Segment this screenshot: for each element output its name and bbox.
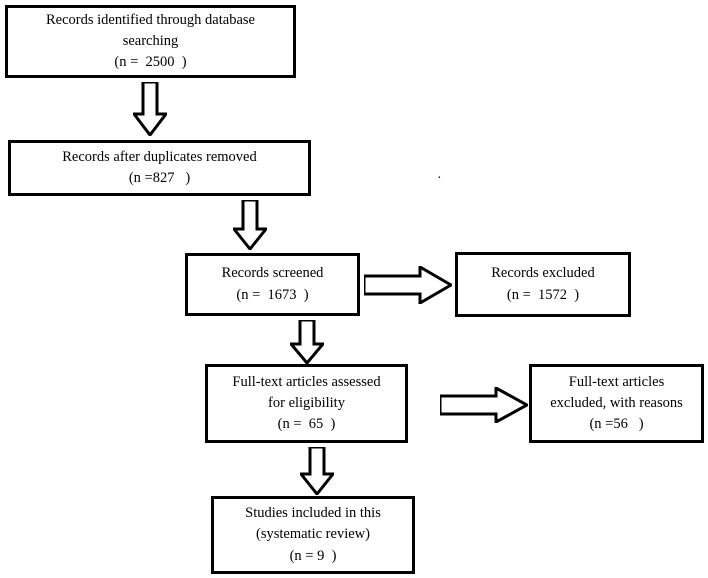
node-line: (n = 65 )	[277, 416, 336, 432]
node-line: (systematic review)	[256, 526, 370, 543]
node-line: Records identified through database	[46, 11, 255, 28]
node-line: for eligibility	[268, 394, 345, 411]
node-line: (n =827 )	[128, 170, 191, 186]
node-line: excluded, with reasons	[550, 394, 683, 411]
node-fulltext-excluded	[529, 364, 704, 443]
node-records-excluded	[455, 252, 631, 317]
node-line: (n = 2500 )	[114, 54, 187, 71]
node-records-screened	[185, 253, 360, 316]
arrow-screened-to-fulltext-icon	[290, 320, 324, 364]
node-line: (n = 1572 )	[506, 286, 580, 303]
node-line: (n = 9 )	[289, 547, 337, 564]
node-line: Full-text articles assessed	[232, 373, 381, 390]
node-line: Records screened	[221, 265, 324, 282]
node-line: searching	[122, 33, 179, 49]
node-line: (n = 1673 )	[236, 286, 309, 303]
arrow-fulltext-to-included-icon	[300, 447, 334, 495]
node-line: Full-text articles	[568, 373, 665, 390]
node-line: (n =56 )	[589, 416, 644, 432]
stray-dot-mark: ·	[437, 171, 442, 186]
arrow-screened-to-excluded-icon	[364, 266, 452, 304]
arrow-identified-to-duplicates-icon	[133, 82, 167, 136]
arrow-fulltext-to-excluded-icon	[440, 387, 528, 423]
node-line: Studies included in this	[245, 505, 381, 522]
node-studies-included	[211, 496, 415, 574]
arrow-duplicates-to-screened-icon	[233, 200, 267, 250]
node-records-after-duplicates-removed	[8, 140, 311, 196]
node-records-identified	[5, 5, 296, 78]
node-fulltext-assessed	[205, 364, 408, 443]
node-line: Records excluded	[491, 265, 595, 282]
node-line: Records after duplicates removed	[62, 148, 257, 165]
